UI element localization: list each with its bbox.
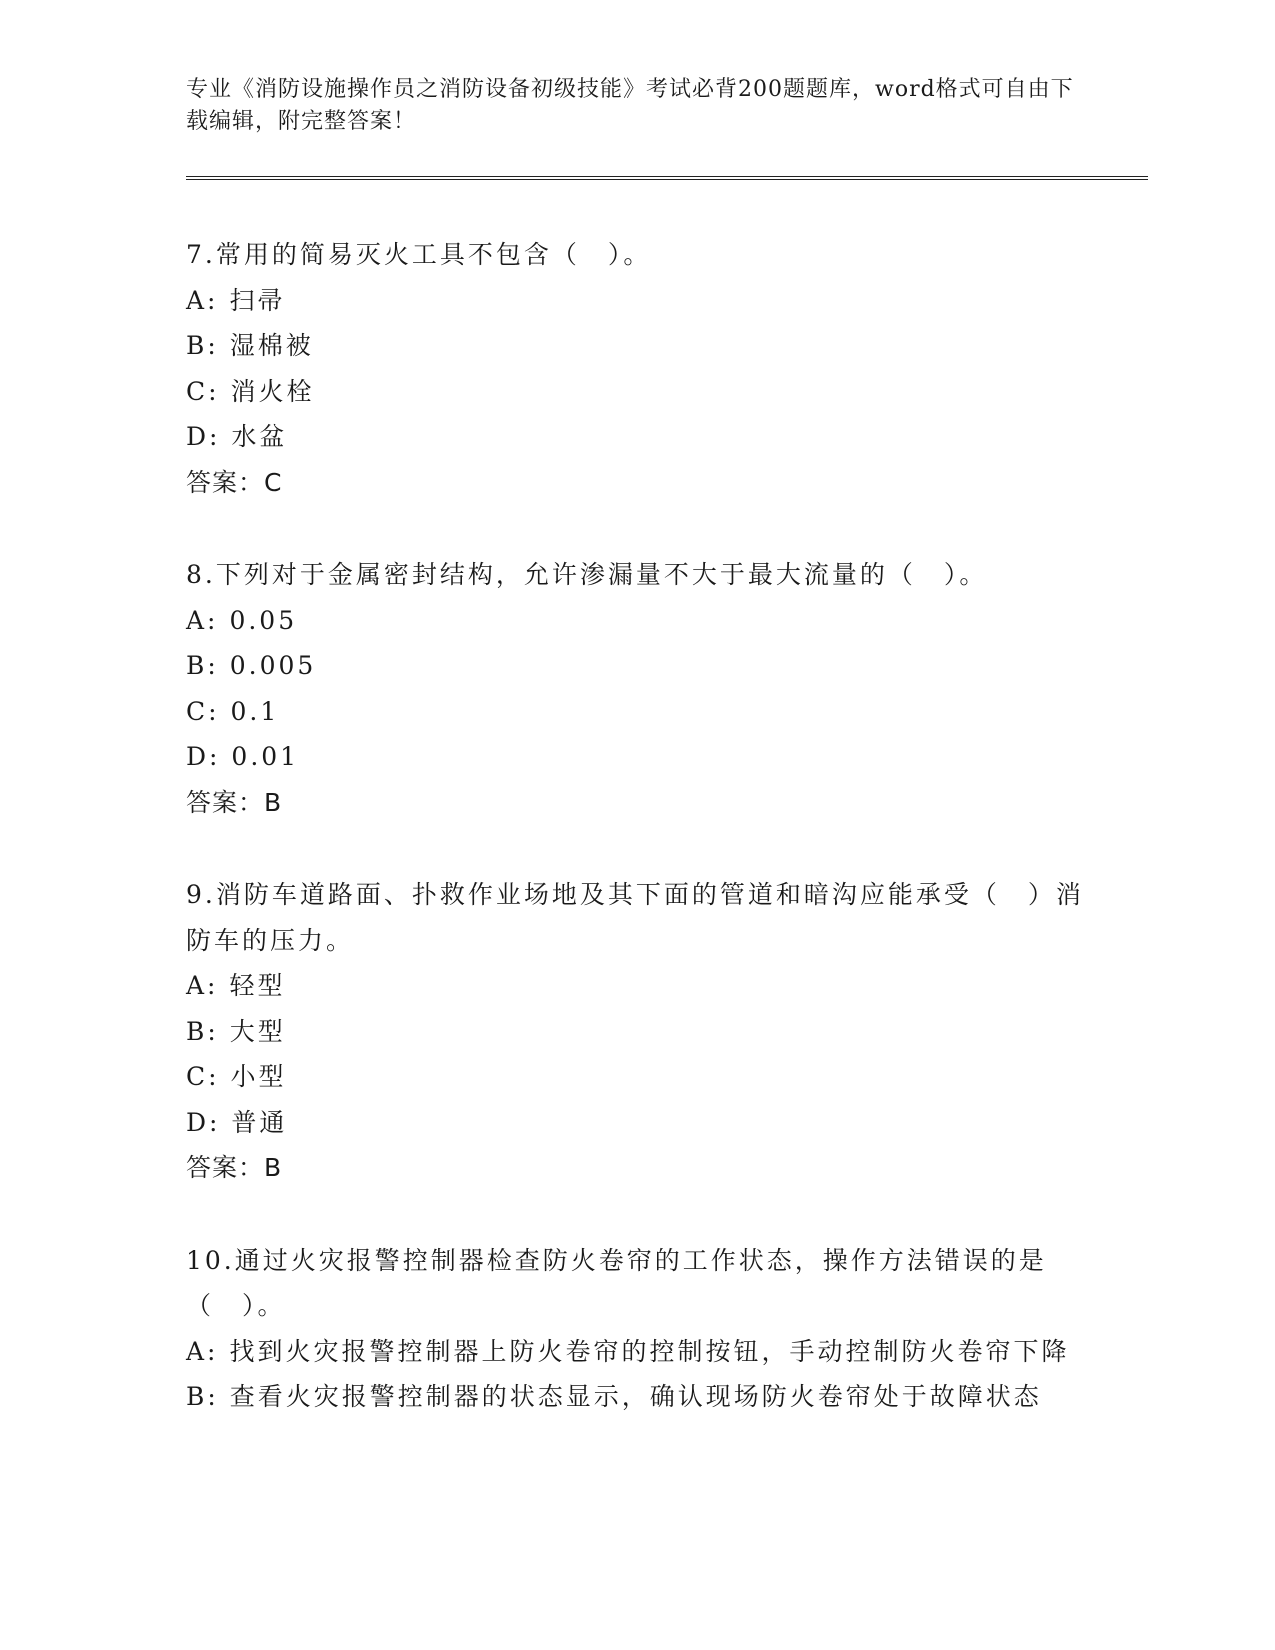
option-text: 水盆 <box>231 422 288 451</box>
question-list <box>186 232 1086 1467</box>
option-text: 0.05 <box>229 605 298 635</box>
question-number: 8. <box>186 560 216 589</box>
question-number: 9. <box>186 880 216 909</box>
option-text: 小型 <box>230 1062 287 1091</box>
option-key: A: <box>186 1336 219 1366</box>
option-b <box>186 323 1086 369</box>
answer-line: 答案：B <box>186 1153 283 1182</box>
question-number: 10. <box>186 1245 235 1275</box>
header-text: 专业《消防设施操作员之消防设备初级技能》考试必背200题题库，word格式可自由下载编辑，附完整答案！ <box>186 77 1074 134</box>
option-b <box>186 1374 1086 1420</box>
question-number: 7. <box>186 240 216 269</box>
question-text <box>186 1238 1086 1329</box>
header-divider <box>186 176 1148 180</box>
question-text <box>186 552 1086 598</box>
option-text: 轻型 <box>229 971 286 1000</box>
question-8 <box>186 552 1086 825</box>
option-text: 扫帚 <box>229 285 286 315</box>
option-text: 0.005 <box>229 651 317 680</box>
question-10 <box>186 1238 1086 1420</box>
option-c <box>186 689 1086 735</box>
option-d <box>186 1100 1086 1146</box>
question-7 <box>186 232 1086 505</box>
option-key: B: <box>186 1016 219 1046</box>
option-key: A: <box>186 605 219 635</box>
option-key: D: <box>186 1107 221 1137</box>
answer-line: 答案：B <box>186 787 283 817</box>
option-key: A: <box>186 971 219 1000</box>
option-a <box>186 278 1086 324</box>
option-text: 湿棉被 <box>229 331 314 360</box>
question-stem: 消防车道路面、扑救作业场地及其下面的管道和暗沟应能承受（ ）消防车的压力。 <box>186 880 1084 955</box>
option-key: A: <box>186 285 219 315</box>
document-header <box>186 74 1086 138</box>
option-d <box>186 414 1086 460</box>
option-c <box>186 369 1086 415</box>
option-key: D: <box>186 742 221 771</box>
question-stem: 常用的简易灭火工具不包含（ ）。 <box>215 240 652 269</box>
option-c <box>186 1054 1086 1100</box>
option-text: 普通 <box>231 1107 288 1137</box>
option-text: 大型 <box>229 1016 286 1046</box>
option-key: C: <box>186 1062 220 1091</box>
option-key: C: <box>186 376 220 406</box>
option-text: 0.01 <box>231 742 300 771</box>
option-b <box>186 1009 1086 1055</box>
option-key: B: <box>186 651 219 680</box>
option-text: 0.1 <box>230 696 280 726</box>
question-text <box>186 872 1086 963</box>
option-key: B: <box>186 1382 219 1411</box>
question-stem: 下列对于金属密封结构，允许渗漏量不大于最大流量的（ ）。 <box>215 560 988 589</box>
option-a <box>186 1329 1086 1375</box>
option-d <box>186 734 1086 780</box>
option-a <box>186 963 1086 1009</box>
question-9 <box>186 872 1086 1191</box>
option-text: 找到火灾报警控制器上防火卷帘的控制按钮，手动控制防火卷帘下降 <box>229 1336 1070 1366</box>
question-stem: 通过火灾报警控制器检查防火卷帘的工作状态，操作方法错误的是（ ）。 <box>186 1245 1047 1320</box>
option-text: 查看火灾报警控制器的状态显示，确认现场防火卷帘处于故障状态 <box>229 1382 1042 1411</box>
option-text: 消火栓 <box>230 376 315 406</box>
option-key: D: <box>186 422 221 451</box>
option-a <box>186 598 1086 644</box>
answer-line: 答案：C <box>186 467 283 497</box>
option-key: C: <box>186 696 220 726</box>
question-text <box>186 232 1086 278</box>
option-key: B: <box>186 331 219 360</box>
option-b <box>186 643 1086 689</box>
